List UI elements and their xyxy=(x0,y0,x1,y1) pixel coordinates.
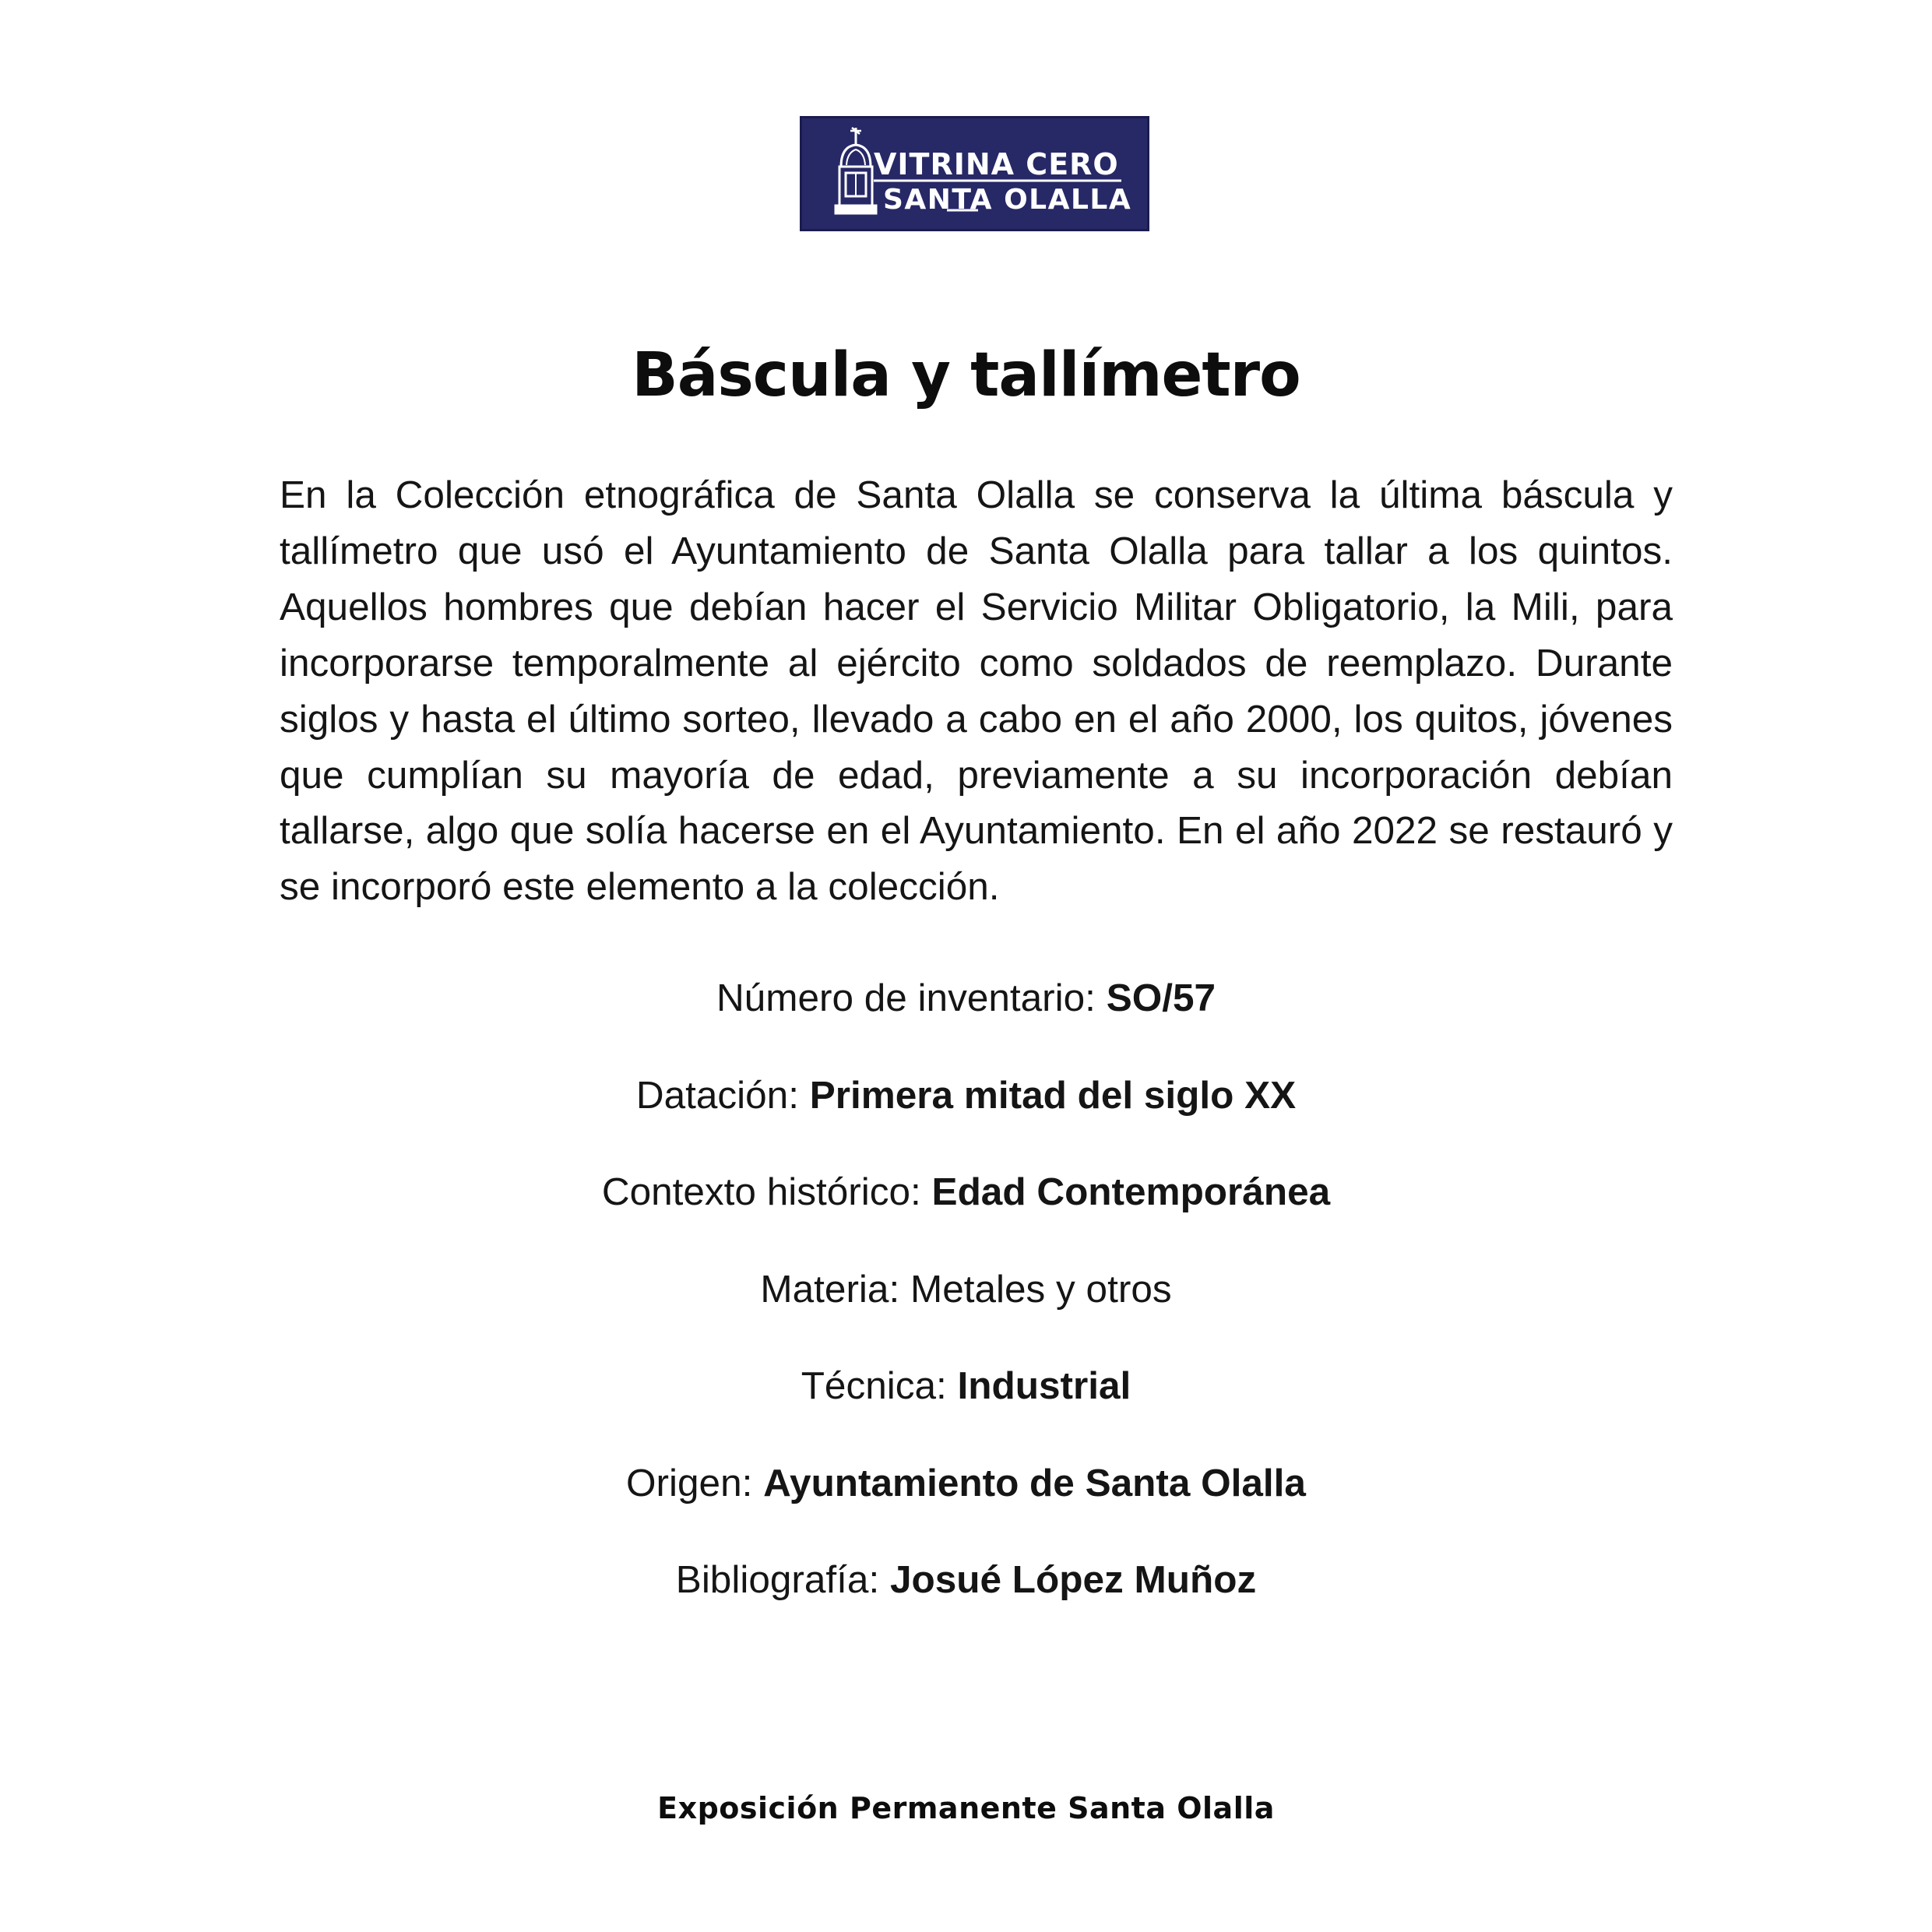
meta-value: Industrial xyxy=(957,1364,1131,1407)
meta-label: Materia: xyxy=(760,1267,910,1311)
page-title: Báscula y tallímetro xyxy=(632,340,1300,410)
meta-row-inventario xyxy=(0,973,1932,1071)
meta-value: Ayuntamiento de Santa Olalla xyxy=(763,1461,1306,1504)
meta-label: Contexto histórico: xyxy=(601,1170,932,1213)
meta-row-contexto xyxy=(0,1167,1932,1265)
svg-text:SANTA OLALLA: SANTA OLALLA xyxy=(883,184,1132,216)
vitrina-cero-logo xyxy=(800,116,1149,231)
meta-value: Primera mitad del siglo XX xyxy=(809,1073,1297,1117)
meta-row-bibliografia xyxy=(0,1555,1932,1652)
meta-row-origen xyxy=(0,1459,1932,1556)
meta-row-tecnica xyxy=(0,1361,1932,1459)
meta-label: Origen: xyxy=(626,1461,764,1504)
object-metadata xyxy=(0,973,1932,1652)
meta-label: Datación: xyxy=(635,1073,810,1117)
meta-label: Número de inventario: xyxy=(716,977,1107,1019)
bell-tower-icon xyxy=(836,128,876,213)
meta-value: SO/57 xyxy=(1106,977,1216,1019)
meta-value: Edad Contemporánea xyxy=(931,1170,1331,1213)
footer-exhibition-name: Exposición Permanente Santa Olalla xyxy=(657,1791,1275,1825)
description-paragraph: En la Colección etnográfica de Santa Olalla se conserva la última báscula y tallímetro que usó el Ayuntamiento de Santa Olalla para tallar a los quintos. Aquellos hombres que debían hacer el Servicio Militar Obligatorio, la Mili, para incorporarse temporalmente al ejército como soldados de reemplazo. Durante siglos y hasta el último sorteo, llevado a cabo en el año 2000, los quitos, jóvenes que cumplían su mayoría de edad, previamente a su incorporación debían tallarse, algo que solía hacerse en el Ayuntamiento. En el año 2022 se restauró y se incorporó este elemento a la colección. xyxy=(280,473,1673,909)
meta-value: Metales y otros xyxy=(910,1267,1172,1311)
meta-value: Josué López Muñoz xyxy=(889,1558,1257,1601)
meta-row-materia xyxy=(0,1265,1932,1362)
meta-label: Bibliografía: xyxy=(675,1558,890,1601)
meta-label: Técnica: xyxy=(801,1364,958,1407)
meta-row-datacion xyxy=(0,1071,1932,1168)
svg-text:VITRINA CERO: VITRINA CERO xyxy=(874,147,1119,181)
